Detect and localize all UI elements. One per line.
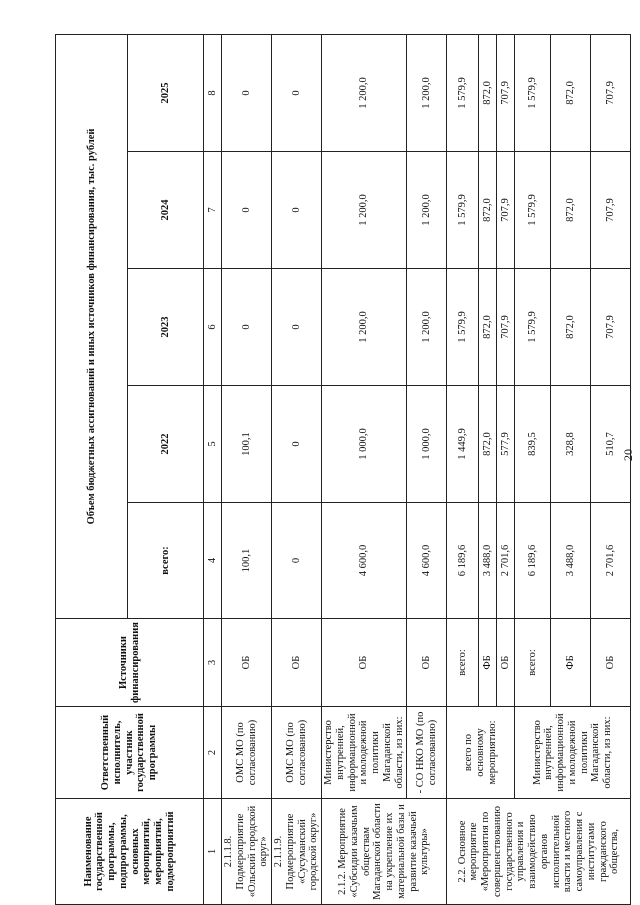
value-2022: 328,8 xyxy=(551,386,591,503)
row-source: ОБ xyxy=(407,619,447,707)
value-2024: 872,0 xyxy=(479,152,497,269)
row-source: ОБ xyxy=(222,619,272,707)
value-2025: 1 200,0 xyxy=(322,34,407,151)
value-2025: 872,0 xyxy=(479,34,497,151)
value-2023: 707,9 xyxy=(497,269,515,386)
header-executor: Ответственный исполнитель, участник государственной программы xyxy=(56,707,204,799)
value-2024: 0 xyxy=(222,152,272,269)
value-2022: 0 xyxy=(272,386,322,503)
row-executor: Министерство внутренней, информационной и молодежной политики Магаданской области, из них: xyxy=(515,707,631,799)
header-funding: Объем бюджетных ассигнований и иных источников финансирования, тыс. рублей xyxy=(56,34,128,618)
row-source: ФБ xyxy=(479,619,497,707)
col-number: 4 xyxy=(204,503,222,619)
value-2025: 872,0 xyxy=(551,34,591,151)
row-source: ОБ xyxy=(497,619,515,707)
header-2022: 2022 xyxy=(128,386,204,503)
header-2023: 2023 xyxy=(128,269,204,386)
value-2022: 1 000,0 xyxy=(322,386,407,503)
table-row xyxy=(447,34,479,904)
value-total: 100,1 xyxy=(222,503,272,619)
funding-table xyxy=(55,34,631,905)
row-executor: всего по основному мероприятию: xyxy=(447,707,515,799)
value-2025: 0 xyxy=(222,34,272,151)
row-source: ОБ xyxy=(272,619,322,707)
row-source: всего: xyxy=(515,619,551,707)
value-total: 0 xyxy=(272,503,322,619)
value-2023: 872,0 xyxy=(551,269,591,386)
value-2023: 1 200,0 xyxy=(322,269,407,386)
header-2025: 2025 xyxy=(128,34,204,151)
value-total: 3 488,0 xyxy=(479,503,497,619)
rotated-table-container xyxy=(55,35,625,905)
value-2023: 1 579,9 xyxy=(515,269,551,386)
value-2022: 839,5 xyxy=(515,386,551,503)
value-2022: 577,9 xyxy=(497,386,515,503)
col-number: 6 xyxy=(204,269,222,386)
value-2024: 707,9 xyxy=(591,152,631,269)
value-2024: 0 xyxy=(272,152,322,269)
value-total: 2 701,6 xyxy=(591,503,631,619)
header-name: Наименование государственной программы, подпрограммы, основных мероприятий, мероприятий, подмероприятий xyxy=(56,799,204,905)
row-source: ФБ xyxy=(551,619,591,707)
row-name: 2.1.2. Мероприятие «Субсидии казачьим обществам Магаданской области на укрепление их материальной базы и развитие казачьей культуры» xyxy=(322,799,447,905)
value-2023: 1 200,0 xyxy=(407,269,447,386)
row-executor: ОМС МО (по согласованию) xyxy=(272,707,322,799)
table-row xyxy=(322,34,407,904)
value-2022: 1 449,9 xyxy=(447,386,479,503)
value-2025: 0 xyxy=(272,34,322,151)
col-number: 1 xyxy=(204,799,222,905)
value-2022: 872,0 xyxy=(479,386,497,503)
value-2024: 1 200,0 xyxy=(407,152,447,269)
row-source: ОБ xyxy=(322,619,407,707)
value-total: 3 488,0 xyxy=(551,503,591,619)
value-2024: 1 579,9 xyxy=(447,152,479,269)
value-2024: 872,0 xyxy=(551,152,591,269)
value-2022: 100,1 xyxy=(222,386,272,503)
value-2022: 1 000,0 xyxy=(407,386,447,503)
col-number: 8 xyxy=(204,34,222,151)
value-2023: 707,9 xyxy=(591,269,631,386)
value-2022: 510,7 xyxy=(591,386,631,503)
value-2023: 872,0 xyxy=(479,269,497,386)
value-total: 4 600,0 xyxy=(407,503,447,619)
value-total: 6 189,6 xyxy=(515,503,551,619)
value-2025: 1 579,9 xyxy=(515,34,551,151)
value-2024: 1 200,0 xyxy=(322,152,407,269)
value-2023: 0 xyxy=(222,269,272,386)
page-number: 20 xyxy=(621,449,635,461)
value-total: 6 189,6 xyxy=(447,503,479,619)
value-2023: 0 xyxy=(272,269,322,386)
header-total: всего: xyxy=(128,503,204,619)
row-name: 2.1.1.9. Подмероприятие «Сусуманский городской округ» xyxy=(272,799,322,905)
value-2024: 1 579,9 xyxy=(515,152,551,269)
value-2025: 1 579,9 xyxy=(447,34,479,151)
value-2023: 1 579,9 xyxy=(447,269,479,386)
value-2025: 1 200,0 xyxy=(407,34,447,151)
value-2025: 707,9 xyxy=(497,34,515,151)
col-number: 3 xyxy=(204,619,222,707)
col-number: 7 xyxy=(204,152,222,269)
row-executor: Министерство внутренней, информационной и молодежной политики Магаданской области, из них: xyxy=(322,707,407,799)
table-row xyxy=(222,34,272,904)
table-row xyxy=(407,34,447,904)
row-source: всего: xyxy=(447,619,479,707)
header-2024: 2024 xyxy=(128,152,204,269)
value-total: 4 600,0 xyxy=(322,503,407,619)
row-executor: ОМС МО (по согласованию) xyxy=(222,707,272,799)
col-number: 5 xyxy=(204,386,222,503)
value-total: 2 701,6 xyxy=(497,503,515,619)
value-2025: 707,9 xyxy=(591,34,631,151)
col-number: 2 xyxy=(204,707,222,799)
value-2024: 707,9 xyxy=(497,152,515,269)
header-sources: Источники финансирования xyxy=(56,619,204,707)
row-source: ОБ xyxy=(591,619,631,707)
row-executor: - СО НКО МО (по согласованию) xyxy=(407,707,447,799)
row-name: 2.2. Основное мероприятие «Мероприятия по совершенствованию государственного управления и взаимодействию органов исполнительной власти и местного самоуправления с институтами гражданского общества, xyxy=(447,799,631,905)
table-row xyxy=(515,34,551,904)
row-name: 2.1.1.8. Подмероприятие «Ольский городской округ» xyxy=(222,799,272,905)
table-row xyxy=(272,34,322,904)
